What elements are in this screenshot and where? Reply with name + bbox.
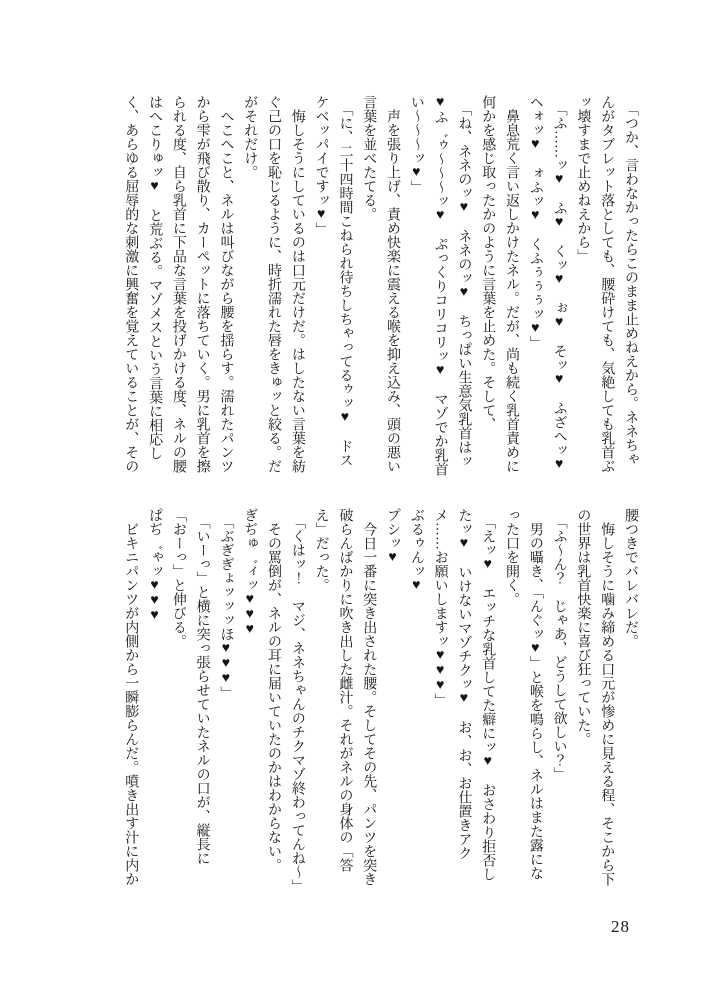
paragraph: ビキニパンツが内側から一瞬膨らんだ。噴き出す汁に内か xyxy=(123,522,139,886)
paragraph: 「つか、言わなかったらこのまま止めねえから。ネネちゃんがタブレット落としても、腰砕けても、気絶しても乳首ぶッ壊すまで止めねえから」 xyxy=(575,95,638,473)
paragraph: 鼻息荒く言い返しかけたネル。だが、尚も続く乳首責めに何かを感じ取ったかのように言葉を止めた。そして、 xyxy=(480,95,520,473)
paragraph: 「えッ♥ エッチな乳首してた癖にッ♥ おさわり拒否したッ♥ いけないマゾチクッ♥ お、お、お仕置きアクメ……お願いしますッ♥♥♥」 xyxy=(432,508,496,881)
paragraph: 「ふ～ん？ じゃあ、どうして欲しい？」 xyxy=(551,515,567,781)
paragraph: 「ね、ネネのッ♥ ネネのッ♥ ちっぱい生意気乳首はッ♥ふ゛ゥ～～～ッ♥ ぷっくりコリコリッ♥ マゾでか乳首い～～～ッ♥」 xyxy=(408,95,472,476)
page-number: 28 xyxy=(611,917,630,936)
paragraph: 悔しそうに噛み締める口元が惨めに見える程、そこから下の世界は乳首快楽に喜び狂っていた。 xyxy=(575,508,615,886)
paragraph: 今日一番に突き出された腰。そしてその先、パンツを突き破らんばかりに吹き出した雌汁。それがネルの身体の「答え」だった。 xyxy=(313,508,377,886)
paragraph: 悔しそうにしているのは口元だけだ。はしたない言葉を紡ぐ己の口を恥じるように、時折濡れた唇をきゅッと絞る。だがそれだけ。 xyxy=(242,95,305,473)
paragraph: 声を張り上げ、責め快楽に震える喉を抑え込み、頭の悪い言葉を並べたてる。 xyxy=(361,95,401,473)
paragraph: その罵倒が、ネルの耳に届いていたのかはわからない。 xyxy=(266,522,282,872)
paragraph: へこへこと、ネルは叫びながら腰を揺らす。濡れたパンツから雫が飛び散り、カーペットに落ちていく。男に乳首を擦られる度、自ら乳首に下品な言葉を投げかける度、ネルの腰はへこりゅッ♥ と荒ぶる。マゾメスという言葉に相応しく、あらゆる屈辱的な刺激に興奮を覚えていることが、その xyxy=(123,95,234,473)
paragraph: 「ふ……ッ♥ ふ♥ くッ♥ ぉ♥ そッ♥ ふざへッ♥ ヘォッ♥ ォふッ♥ くふぅぅぅッ♥」 xyxy=(527,95,567,486)
vertical-text-block-lower xyxy=(94,508,642,893)
paragraph: 「ぶぎぎょッッッほ♥♥♥」 xyxy=(218,515,234,700)
paragraph: 「くはッ！ マジ、ネネちゃんのチクマゾ終わってんね～」 xyxy=(289,515,305,893)
vertical-text-block-upper xyxy=(94,95,642,486)
paragraph: ぎぢゅ゛ィッ♥♥♥ xyxy=(242,508,258,637)
paragraph: プシッ♥ xyxy=(385,508,401,565)
paragraph: 「に、二十四時間こねられ待ちしちゃってるゥッ♥ ドスケベッパイですッ♥」 xyxy=(313,95,353,467)
paragraph: ぶるゥんッ♥ xyxy=(408,508,424,593)
paragraph: 腰つきでバレバレだ。 xyxy=(623,508,638,648)
paragraph: 「いーっ」と横に突っ張らせていたネルの口が、縦長に「おーっ」と伸びる。 xyxy=(170,508,210,865)
paragraph: 男の囁き、「んぐッ♥」と喉を鳴らし、ネルはまた露になった口を開く。 xyxy=(504,508,543,880)
paragraph: ぱぢ゛ゃッ♥♥♥ xyxy=(147,508,163,623)
